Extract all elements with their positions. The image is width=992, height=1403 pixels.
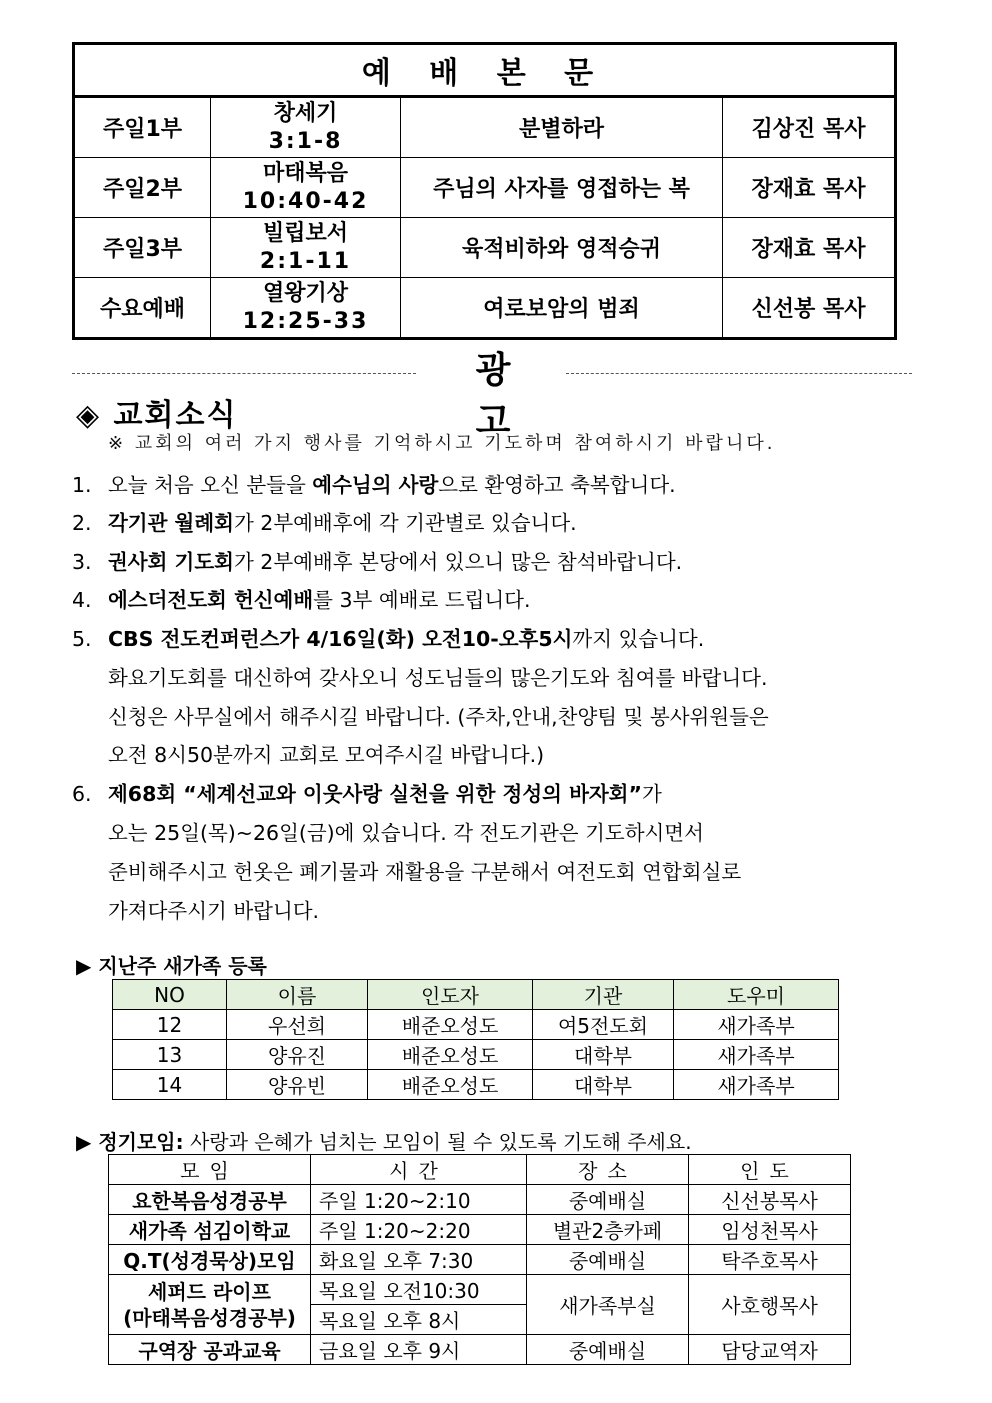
cell: 새가족부 bbox=[674, 1040, 839, 1070]
news-item: 2. 각기관 월례회가 2부예배후에 각 기관별로 있습니다. bbox=[72, 511, 577, 535]
cell: 양유빈 bbox=[227, 1070, 368, 1100]
column-header: 장소 bbox=[527, 1155, 689, 1185]
meetings-table bbox=[108, 1154, 851, 1365]
worship-row bbox=[74, 158, 896, 218]
table-header-row bbox=[109, 1155, 851, 1185]
cell: 대학부 bbox=[533, 1070, 674, 1100]
worship-row bbox=[74, 97, 896, 158]
column-header: 시간 bbox=[311, 1155, 527, 1185]
item-number: 3. bbox=[72, 550, 92, 574]
cell: 대학부 bbox=[533, 1040, 674, 1070]
news-item-continuation: 화요기도회를 대신하여 갖사오니 성도님들의 많은기도와 침여를 바랍니다. bbox=[108, 666, 768, 690]
news-item: 6. 제68회 “세계선교와 이웃사랑 실천을 위한 정성의 바자회”가 bbox=[72, 782, 662, 806]
news-item: 5. CBS 전도컨퍼런스가 4/16일(화) 오전10-오후5시까지 있습니다. bbox=[72, 627, 705, 651]
meeting-time: 주일 1:20~2:20 bbox=[311, 1215, 527, 1245]
news-item: 4. 에스더전도회 헌신예배를 3부 예배로 드립니다. bbox=[72, 588, 531, 612]
service-name: 수요예배 bbox=[74, 278, 211, 339]
cell: 배준오성도 bbox=[368, 1070, 533, 1100]
divider-right bbox=[566, 373, 912, 374]
ad-title: 광 고 bbox=[475, 350, 555, 442]
column-header: 인도 bbox=[689, 1155, 851, 1185]
meeting-name: 세퍼드 라이프 (마태복음성경공부) bbox=[109, 1275, 311, 1335]
column-header: 도우미 bbox=[674, 980, 839, 1010]
sermon-title: 여로보암의 범죄 bbox=[401, 278, 723, 339]
service-name: 주일2부 bbox=[74, 158, 211, 218]
table-row bbox=[113, 1010, 839, 1040]
cell: 우선희 bbox=[227, 1010, 368, 1040]
divider-left bbox=[72, 373, 416, 374]
item-number: 4. bbox=[72, 588, 92, 612]
scripture-ref: 마태복음 10:40-42 bbox=[211, 158, 401, 218]
meeting-leader: 사호행목사 bbox=[689, 1275, 851, 1335]
table-row bbox=[109, 1275, 851, 1305]
meeting-name: Q.T(성경묵상)모임 bbox=[109, 1245, 311, 1275]
item-number: 6. bbox=[72, 782, 92, 806]
cell: 12 bbox=[113, 1010, 227, 1040]
meeting-leader: 탁주호목사 bbox=[689, 1245, 851, 1275]
cell: 새가족부 bbox=[674, 1010, 839, 1040]
meetings-heading: ▶ 정기모임: 사랑과 은혜가 넘치는 모임이 될 수 있도록 기도해 주세요. bbox=[76, 1130, 692, 1154]
meeting-time: 목요일 오후 8시 bbox=[311, 1305, 527, 1335]
item-number: 1. bbox=[72, 473, 92, 497]
church-news-note: ※ 교회의 여러 가지 행사를 기억하시고 기도하며 참여하시기 바랍니다. bbox=[108, 433, 776, 454]
item-number: 2. bbox=[72, 511, 92, 535]
table-row bbox=[113, 1070, 839, 1100]
news-item-continuation: 준비해주시고 헌옷은 폐기물과 재활용을 구분해서 여전도회 연합회실로 bbox=[108, 860, 742, 884]
meeting-place: 중예배실 bbox=[527, 1185, 689, 1215]
table-row bbox=[109, 1215, 851, 1245]
news-item: 3. 권사회 기도회가 2부예배후 본당에서 있으니 많은 참석바랍니다. bbox=[72, 550, 683, 574]
preacher: 장재효 목사 bbox=[723, 158, 896, 218]
worship-title: 예 배 본 문 bbox=[74, 44, 896, 97]
cell: 여5전도회 bbox=[533, 1010, 674, 1040]
column-header: 인도자 bbox=[368, 980, 533, 1010]
sermon-title: 육적비하와 영적승귀 bbox=[401, 218, 723, 278]
table-row bbox=[109, 1185, 851, 1215]
meeting-name: 새가족 섬김이학교 bbox=[109, 1215, 311, 1245]
table-row bbox=[109, 1335, 851, 1365]
meeting-place: 중예배실 bbox=[527, 1245, 689, 1275]
church-news-heading: ◈ 교회소식 bbox=[76, 398, 238, 433]
meeting-leader: 임성천목사 bbox=[689, 1215, 851, 1245]
meeting-time: 목요일 오전10:30 bbox=[311, 1275, 527, 1305]
table-header-row bbox=[113, 980, 839, 1010]
cell: 새가족부 bbox=[674, 1070, 839, 1100]
worship-row bbox=[74, 218, 896, 278]
worship-row bbox=[74, 278, 896, 339]
news-item-continuation: 오는 25일(목)~26일(금)에 있습니다. 각 전도기관은 기도하시면서 bbox=[108, 821, 704, 845]
new-family-heading: ▶ 지난주 새가족 등록 bbox=[76, 954, 267, 978]
meeting-leader: 담당교역자 bbox=[689, 1335, 851, 1365]
cell: 양유진 bbox=[227, 1040, 368, 1070]
table-row bbox=[113, 1040, 839, 1070]
preacher: 신선봉 목사 bbox=[723, 278, 896, 339]
meeting-leader: 신선봉목사 bbox=[689, 1185, 851, 1215]
service-name: 주일3부 bbox=[74, 218, 211, 278]
cell: 배준오성도 bbox=[368, 1010, 533, 1040]
scripture-ref: 열왕기상 12:25-33 bbox=[211, 278, 401, 339]
meeting-time: 화요일 오후 7:30 bbox=[311, 1245, 527, 1275]
news-item-continuation: 가져다주시기 바랍니다. bbox=[108, 899, 320, 923]
column-header: 기관 bbox=[533, 980, 674, 1010]
scripture-ref: 창세기 3:1-8 bbox=[211, 97, 401, 158]
cell: 14 bbox=[113, 1070, 227, 1100]
meeting-time: 주일 1:20~2:10 bbox=[311, 1185, 527, 1215]
news-item-continuation: 신청은 사무실에서 해주시길 바랍니다. (주차,안내,찬양팀 및 봉사위원들은 bbox=[108, 705, 769, 729]
table-row bbox=[109, 1245, 851, 1275]
item-number: 5. bbox=[72, 627, 92, 651]
meeting-name: 구역장 공과교육 bbox=[109, 1335, 311, 1365]
meeting-name: 요한복음성경공부 bbox=[109, 1185, 311, 1215]
column-header: NO bbox=[113, 980, 227, 1010]
cell: 배준오성도 bbox=[368, 1040, 533, 1070]
column-header: 이름 bbox=[227, 980, 368, 1010]
meeting-time: 금요일 오후 9시 bbox=[311, 1335, 527, 1365]
service-name: 주일1부 bbox=[74, 97, 211, 158]
column-header: 모임 bbox=[109, 1155, 311, 1185]
meeting-place: 중예배실 bbox=[527, 1335, 689, 1365]
news-item-continuation: 오전 8시50분까지 교회로 모여주시길 바랍니다.) bbox=[108, 743, 545, 767]
meeting-place: 새가족부실 bbox=[527, 1275, 689, 1335]
cell: 13 bbox=[113, 1040, 227, 1070]
new-family-table bbox=[112, 979, 839, 1100]
sermon-title: 분별하라 bbox=[401, 97, 723, 158]
scripture-ref: 빌립보서 2:1-11 bbox=[211, 218, 401, 278]
sermon-title: 주님의 사자를 영접하는 복 bbox=[401, 158, 723, 218]
worship-table bbox=[72, 42, 897, 340]
meeting-place: 별관2층카페 bbox=[527, 1215, 689, 1245]
preacher: 장재효 목사 bbox=[723, 218, 896, 278]
news-item: 1. 오늘 처음 오신 분들을 예수님의 사랑으로 환영하고 축복합니다. bbox=[72, 473, 676, 497]
preacher: 김상진 목사 bbox=[723, 97, 896, 158]
